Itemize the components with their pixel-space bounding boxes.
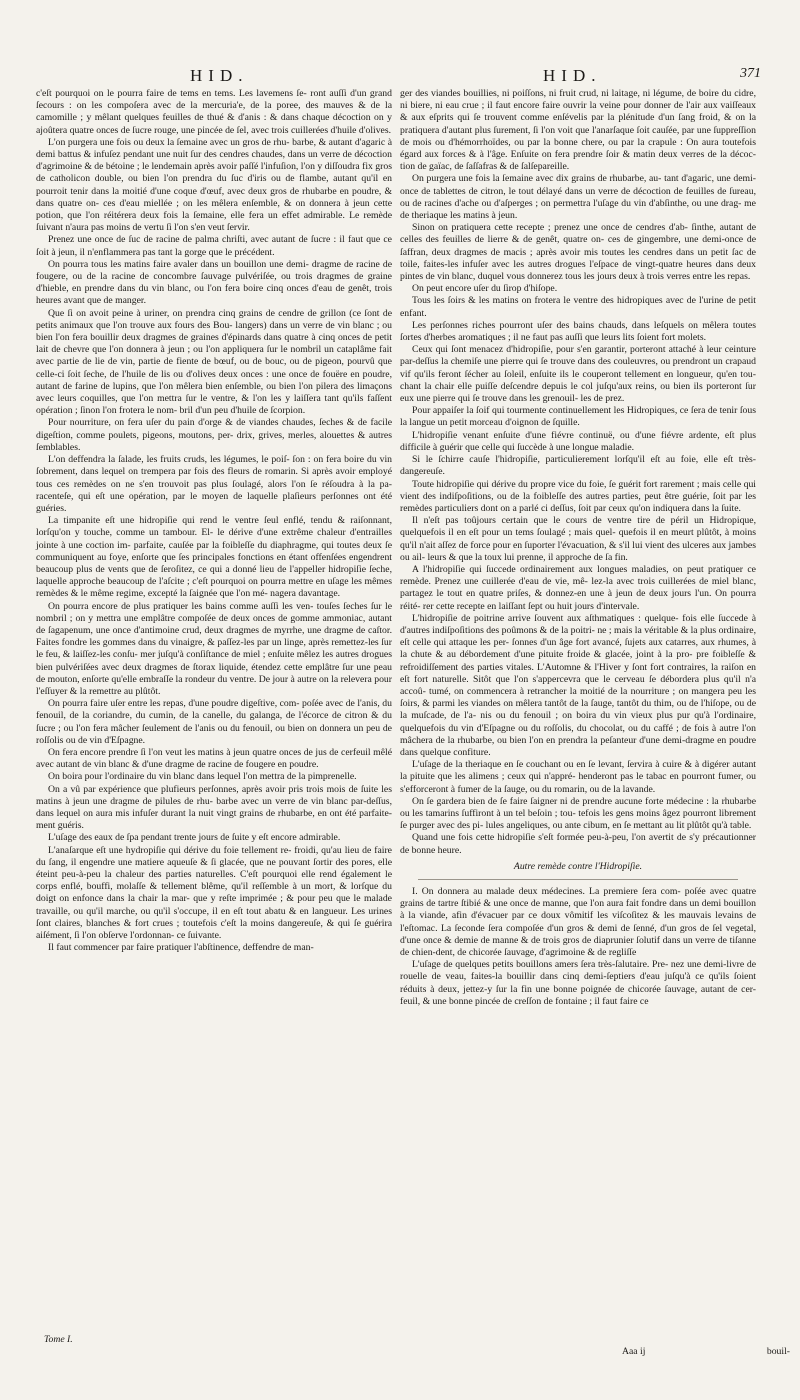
left-footer [36, 1334, 392, 1346]
paragraph: L'on purgera une fois ou deux la ſemaine avec un gros de rhu- barbe, & autant d'agaric à demi battus & infuſez pendant une nuit ſur des cendres chaudes, dans un verre de décoction d'agrimoine & de bétoine ; le lendemain après avoir paſſé l'infuſion, l'on y diſſoudra fix gros de catholicon double, ou bien l'on prendra du ſuc d'iris ou de flambe, autant qu'il en pourroit tenir dans la moitié d'une coque d'œuf, avec deux gros de rhubarbe en poudre, & dans quatre on- ces d'eau miellée ; on les mêlera enſemble, & on donnera à jeun cette potion, que l'on réitérera deux fois la ſemaine, elle fera un effet admirable. Le remède ſuivant n'aura pas moins de vertu ſi l'on s'en veut ſervir. [36, 136, 392, 234]
paragraph: L'uſage de quelques petits bouillons amers ſera très-ſalutaire. Pre- nez une demi-livre de rouelle de veau, faites-la bouillir dans cinq demi-ſeptiers d'eau juſqu'à ce qu'ils ſoient réduits à deux, jettez-y ſur la fin une bonne poignée de chicorée ſauvage, autant de cer- feuil, & une bonne pincée de creſſon de fontaine ; il faut faire ce [400, 959, 756, 1007]
paragraph: On purgera une fois la ſemaine avec dix grains de rhubarbe, au- tant d'agaric, une demi-once de tablettes de citron, le tout délayé dans un verre de décoction de feuilles de ſureau, ou de racines d'ache ou d'aſperges ; on permettra l'uſage du vin d'abſinthe, ou une drag- me de theriaque les matins à jeun. [400, 173, 756, 222]
paragraph: L'hidropiſie de poitrine arrive ſouvent aux aſthmatiques : quelque- fois elle ſuccede à d'autres indiſpoſitions des poûmons & de la poitri- ne ; mais la véritable & la plus ordinaire, eſt celle qui attaque les per- ſonnes d'un âge fort avancé, ſujets aux catarres, aux rhumes, à la chute & au débordement d'une pituite froide & glacée, joint à la pro- pre foibleſſe & refroidiſſement des parties vitales. L'Automne & l'Hiver y ſont fort contraires, la raiſon en eſt fort naturelle. Sitôt que l'on s'appercevra que le cerveau ſe débordera plus qu'il n'a accoû- tumé, on commencera à retrancher la moitié de la nourriture ; on mangera peu les ſoirs, & parmi les viandes on mêlera tantôt de la ſauge, tantôt du thim, ou de l'hiſope, ou de la muſcade, de l'a- nis ou du fenouil ; on boira du vin vieux plus pur qu'à l'ordinaire, quelquefois du vin d'Eſpagne ou du roſſolis, du chocolat, ou du caffé ; de fois à autre l'on mâchera de la rhubarbe, ou bien l'on en prendra la peſanteur d'une demi-dragme en poudre dans quelque confiture. [400, 612, 756, 758]
right-column [400, 88, 756, 1008]
paragraph: L'uſage de la theriaque en ſe couchant ou en ſe levant, ſervira à cuire & à digérer autant la pituite que les alimens ; ceux qui n'appré- henderont pas le tabac en pourront fumer, ou s'efforceront à fumer de la ſauge, ou du romarin, ou de la lavande. [400, 759, 756, 795]
paragraph: Pour nourriture, on fera uſer du pain d'orge & de viandes chaudes, ſeches & de facile digeſtion, comme poulets, pigeons, moutons, per- drix, grives, merles, alouettes & autres ſemblables. [36, 417, 392, 453]
paragraph: Que ſi on avoit peine à uriner, on prendra cinq grains de cendre de grillon (ce ſont de petits animaux que l'on trouve aux fours des Bou- langers) dans un verre de vin blanc ; ou bien l'on fera bouillir deux dragmes de graines d'épinards dans quatre à cinq onces de petit lait de chevre que l'on donnera à jeun ; ou l'on appliquera ſur le nombril un cataplâme fait avec partie de lie de vin, partie de fiente de bœuf, ou de bouc, ou de pigeon, pourvû que celle-ci ſoit ſeche, de l'huile de lis ou d'olives deux onces : une once de fouëre en poudre, autant de farine de lupins, que l'on mêlera bien enſemble, ou bien l'on pilera des limaçons avec leurs coquilles, que l'on mettra ſur le ventre, & l'on les y laiſſera tant qu'ils faſſent opération ; ſinon l'on frotera le nom- bril d'un peu d'huile de ſcorpion. [36, 307, 392, 417]
paragraph: ger des viandes bouillies, ni poiſſons, ni fruit crud, ni laitage, ni légume, de boire du cidre, ni biere, ni eau crue ; il faut encore faire ouvrir la veine pour donner de l'air aux vaiſſeaux & aux eſprits qui ſe trouvent comme enſévelis par la plénitude d'un ſang froid, & on la pratiquera d'autant plus ſurement, ſi l'on voit que l'anarſaque ſoit cauſée, par une ſuppreſſion de mois ou d'hémorrhoïdes, ou par la bonne chere, ou par la crapule : On aura toutefois égard aux forces & à l'âge. Enſuite on fera prendre ſoir & matin deux verres de la décoc- tion de gaïac, de ſaſſafras & de ſalſepareille. [400, 88, 756, 173]
running-header-right: HID. [543, 66, 602, 85]
paragraph: Il faut commencer par faire pratiquer l'abſtinence, deffendre de man- [48, 942, 314, 954]
paragraph: Toute hidropiſie qui dérive du propre vice du foie, ſe guérit fort rarement ; mais celle qui vient des indiſpoſitions, ou de la foibleſſe des autres parties, peut être guérie, ſoit par les remèdes particuliers dont on a parlé ci deſſus, ſoit par ceux qu'on indiquera dans la ſuite. [400, 478, 756, 514]
paragraph: Ceux qui ſont menacez d'hidropiſie, pour s'en garantir, porteront attaché à leur ceinture par-deſſus la chemiſe une pierre qui ſe trouve dans des couleuvres, ou prendront un crapaud vif qu'ils feront ſécher au ſoleil, enſuite ils le couperont tellement en longueur, qu'en tou- chant la chair elle puiſſe deſcendre depuis le col juſqu'aux reins, ou bien ils porteront ſur eux une pierre qui ſe trouve dans les grenouil- les de prez. [400, 344, 756, 405]
signature-mark: Aaa ij [622, 1346, 646, 1357]
paragraph: L'on deffendra la ſalade, les fruits cruds, les légumes, le poiſ- ſon : on fera boire du vin ſobrement, dans lequel on trempera par fois des fleurs de romarin. Si après avoir employé tous ces remèdes on ne s'en trouvoit pas plus ſoulagé, alors l'on ſe réſoudra à la pa- racenteſe, qui eſt une opération, par le moyen de laquelle plaſieurs perſonnes ont été guéries. [36, 454, 392, 514]
paragraph: On a vû par expérience que plufieurs perſonnes, après avoir pris trois mois de ſuite les matins à jeun une dragme de pilules de rhu- barbe avec un verre de vin blanc par-deſſus, dans lequel on aura mis infuſer durant la nuit vingt grains de rhubarbe, en ont été parfaite- ment guéris. [36, 783, 392, 832]
paragraph: On boira pour l'ordinaire du vin blanc dans lequel l'on mettra de la pimprenelle. [48, 771, 357, 783]
paragraph: Sinon on pratiquera cette recepte ; prenez une once de cendres d'ab- ſinthe, autant de celles des feuilles de lierre & de genêt, quatre on- ces de gingembre, une demi-once de ſaffran, deux dragmes de macis ; après avoir mis toutes les cendres dans un petit ſac de toile, faites-les infuſer avec les autres drogues l'eſpace de vingt-quatre heures dans deux pintes de vin blanc, duquel vous donnerez tous les jours deux à trois verres entre les repas. [400, 222, 756, 283]
paragraph: Si le ſchirre cauſe l'hidropiſie, particulierement lorſqu'il eſt au foie, elle eſt très-dangereuſe. [400, 454, 756, 478]
right-footer [610, 1346, 790, 1357]
paragraph: Quand une fois cette hidropiſie s'eſt formée peu-à-peu, l'on avertit de s'y précautionner de bonne heure. [400, 832, 756, 856]
volume-mark: Tome I. [44, 1334, 73, 1345]
running-header-left: HID. [190, 66, 249, 85]
paragraph: On fera encore prendre ſi l'on veut les matins à jeun quatre onces de jus de cerfeuil mêlé avec autant de vin blanc & d'une dragme de racine de fougere en poudre. [36, 746, 392, 771]
paragraph: Prenez une once de ſuc de racine de palma chriſti, avec autant de ſucre : il faut que ce ſoit à jeun, il n'enflammera pas tant la gorge que le précédent. [36, 234, 392, 258]
paragraph: A l'hidropiſie qui ſuccede ordinairement aux longues maladies, on peut pratiquer ce remède. Prenez une cuillerée d'eau de vie, mê- lez-la avec trois cuillerées de miel blanc, partagez le tout en quatre priſes, & donnez-en une à jeun de deux jours l'un. On pourra réité- rer cette recepte en laiſſant ſept ou huit jours d'intervale. [400, 563, 756, 612]
paragraph: On peut encore uſer du ſirop d'hiſope. [412, 283, 558, 295]
paragraph: I. On donnera au malade deux médecines. La premiere ſera com- poſée avec quatre grains de tartre ſtibié & une once de manne, que l'on aura fait fondre dans un demi bouillon à la viande, afin d'évacuer par ce doux vômitif les viſcoſitez & les mauvais levains de l'eſtomac. La ſeconde ſera compoſée d'un gros & demi de ſenné, d'un gros de ſel vegetal, d'une once & demie de manne & de trois gros de diaprunier ſolutif dans un verre de tiſanne de chien-dent, de chicorée ſauvage, d'agrimoine & de regliſſe [400, 886, 756, 959]
paragraph: L'hidropiſie venant enſuite d'une fiévre continuë, ou d'une fiévre ardente, eſt plus difficile à guérir que celle qui ſuccède à une longue maladie. [400, 429, 756, 453]
paragraph: On pourra faire uſer entre les repas, d'une poudre digeſtive, com- poſée avec de l'anis, du fenouil, de la coriandre, du cumin, de la canelle, du galanga, de l'écorce de citron & du ſucre ; ou l'on fera mâcher ſeulement de l'anis ou du fenouil, ou bien on donnera un peu de roſſolis ou de vin d'Eſpagne. [36, 698, 392, 746]
paragraph: On pourra tous les matins faire avaler dans un bouillon une demi- dragme de racine de fougere, ou de la racine de concombre ſauvage pulvériſée, ou trois dragmes de graine d'hieble, en prendre dans du vin blanc, ou l'on fera boire cinq onces d'eau de genêt, trois heures avant que de manger. [36, 258, 392, 307]
paragraph: Tous les ſoirs & les matins on frotera le ventre des hidropiques avec de l'urine de petit enfant. [400, 295, 756, 319]
paragraph: La timpanite eſt une hidropiſie qui rend le ventre ſeul enflé, tendu & raiſonnant, lorſqu'on y touche, comme un tambour. El- le dérive d'une extrême chaleur d'entrailles jointe à une coction im- parfaite, cauſée par la foibleſſe du diaphragme, qui toutes deux ſe communiquent au foye, enſorte que ſes principales fonctions en étant offenſées engendrent beaucoup plus de vents que de ſeroſitez, ce qui a donné lieu de l'appeller hidropiſie ſeche, laquelle approche beaucoup de l'aſcite ; c'eſt pourquoi on pourra mettre en uſage les mêmes remèdes & le même regime, excepté la ſaignée que l'on mé- nagera davantage. [36, 515, 392, 600]
section-rule [418, 879, 738, 880]
page-number: 371 [740, 66, 761, 81]
right-column-remedy-text [400, 886, 756, 1008]
paragraph: c'eſt pourquoi on le pourra faire de tems en tems. Les lavemens ſe- ront auſſi d'un grand ſecours : on les compoſera avec de la mercuria'e, de la poree, des mauves & de la camomille ; y mêlant quelques feuilles de thué & d'anis : & dans chaque décoction on y ajoûtera quatre onces de ſucre rouge, une pincée de ſel, avec trois cuillerées d'huile d'olives. [36, 88, 392, 136]
paragraph: Les perſonnes riches pourront uſer des bains chauds, dans leſquels on mêlera toutes ſortes d'herbes aromatiques ; il ne faut pas auſſi que leurs lits ſoient fort molets. [400, 319, 756, 344]
paragraph: L'uſage des eaux de ſpa pendant trente jours de ſuite y eſt encore admirable. [48, 832, 341, 844]
section-title: Autre remède contre l'Hidropiſie. [513, 860, 643, 872]
left-column [36, 88, 392, 954]
paragraph: On ſe gardera bien de ſe faire ſaigner ni de prendre aucune forte médecine : la rhubarbe ou les tamarins ſuffiront à un tel beſoin ; tou- tefois les gens moins âgez pourront librement ſe purger avec des pi- lules angeliques, ou ante cibum, en ſe mettant au lit plûtôt qu'à table. [400, 795, 756, 832]
paragraph: Pour appaiſer la ſoif qui tourmente continuellement les Hidropiques, ce ſera de tenir ſous la langue un petit morceau d'oignon de ſquille. [400, 405, 756, 429]
paragraph: On pourra encore de plus pratiquer les bains comme auſſi les ven- touſes ſeches ſur le nombril ; on y mettra une emplâtre compoſée de deux onces de gomme ammoniac, autant de ſagapenum, une once d'antimoine crud, deux dragmes de myrrhe, une dragme de caſtor. Faites fondre les gommes dans du vinaigre, & paſſez-les par un linge, après remettez-les ſur le feu, & laiſſez-les conſu- mer juſqu'à conſiſtance de miel ; enſuite mêlez les autres drogues bien pulvériſées avec deux dragmes de ſtorax liquide, étendez cette emplâtre ſur une peau de mouton, enſorte qu'elle embraſſe la rondeur du ventre. De jour à autre on la relevera pour l'eſſuyer & la remettre au plûtôt. [36, 600, 392, 697]
paragraph: L'anaſarque eſt une hydropiſie qui dérive du foie tellement re- froidi, qu'au lieu de faire du ſang, il engendre une matiere aqueuſe & ſi glacée, que ne pouvant ſortir des pores, elle éteint peu-à-peu la chaleur des parties naturelles. C'eſt pourquoi elle rend également le corps enflé, bouffi, molaſſe & tellement blême, qu'il reſſemble à un mort, & lorſque du doigt on enfonce dans la chair la mar- que y reſte imprimée ; & pour peu que le malade travaille, ou qu'il marche, ou qu'il s'occupe, il en eſt tout abatu & en langueur. Les urines ſont claires, blanches & fort crues ; toutefois c'eſt la moins dangereuſe, & qui ſe guérira aiſément, ſi l'on obſerve l'ordonnan- ce ſuivante. [36, 844, 392, 942]
right-column-text [400, 88, 756, 857]
catchword: bouil- [766, 1346, 790, 1357]
paragraph: Il n'eſt pas toûjours certain que le cours de ventre tire de péril un Hidropique, quelquefois il en eſt pour un tems ſoulagé ; mais quel- quefois il en meurt plûtôt, à moins qu'il n'ait aſſez de force pour en ſuporter l'évacuation, & s'il lui vient des ulceres aux jambes ou ail- leurs & que la toux lui prenne, il approche de ſa fin. [400, 515, 756, 563]
